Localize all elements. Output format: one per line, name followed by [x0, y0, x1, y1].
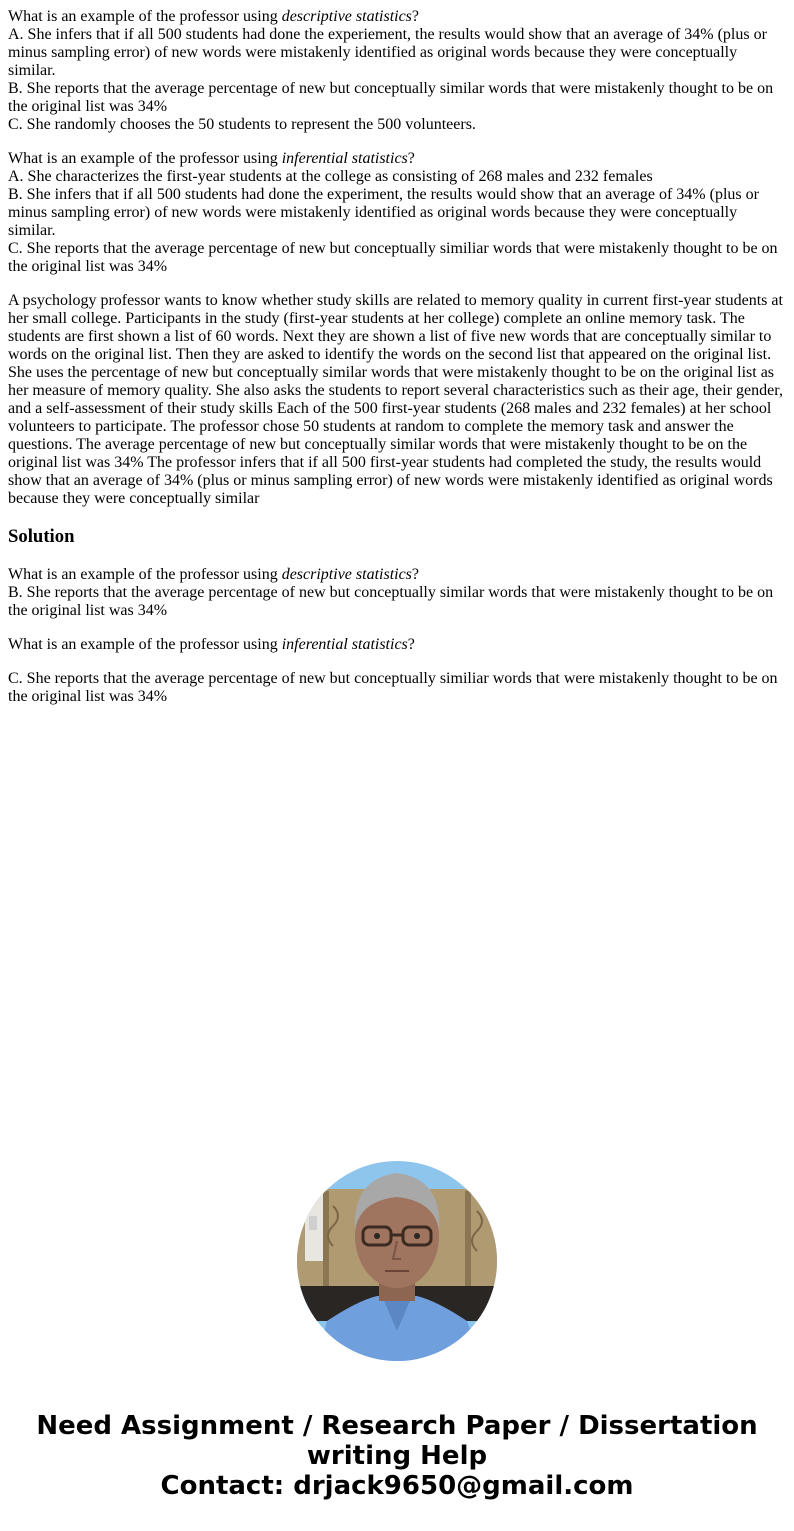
scenario-paragraph: A psychology professor wants to know whether study skills are related to memory quality in current first-year students at her small college. Participants in the study (first-year students at her college) complete an online memory task. The students are first shown a list of 60 words. Next they are shown a list of five new words that are conceptually similar to words on the original list. Then they are asked to identify the words on the second list that appeared on the original list. She uses the percentage of new but conceptually similar words that were mistakenly thought to be on the original list as her measure of memory quality. She also asks the students to report several characteristics such as their age, their gender, and a self-assessment of their study skills Each of the 500 first-year students (268 males and 232 females) at her school volunteers to participate. The professor chose 50 students at random to complete the memory task and answer the questions. The average percentage of new but conceptually similar words that were mistakenly thought to be on the original list was 34% The professor infers that if all 500 first-year students had completed the study, the results would show that an average of 34% (plus or minus sampling error) of new words were mistakenly identified as original words because they were conceptually similar — [8, 292, 783, 507]
prompt-text: What is an example of the professor using — [8, 8, 282, 25]
promo-line-2: writing Help — [306, 1441, 488, 1471]
tutor-photo-icon — [297, 1161, 497, 1361]
solution-inferential-answer: C. She reports that the average percentage of new but conceptually similiar words that were mistakenly thought to be on the original list was 34% — [8, 670, 778, 705]
prompt-text: What is an example of the professor using — [8, 566, 282, 583]
option-b: B. She reports that the average percentage of new but conceptually similar words that were mistakenly thought to be on the original list was 34% — [8, 80, 774, 115]
prompt-suffix: ? — [411, 8, 420, 25]
prompt-emphasis: inferential statistics — [281, 636, 408, 653]
prompt-text: What is an example of the professor using — [8, 636, 282, 653]
question-prompt — [8, 8, 786, 26]
promo-line-1: Need Assignment / Research Paper / Dissertation — [36, 1411, 758, 1441]
prompt-suffix: ? — [407, 636, 415, 653]
prompt-suffix: ? — [407, 150, 415, 167]
prompt-emphasis: descriptive statistics — [281, 8, 412, 25]
option-a: A. She characterizes the first-year students at the college as consisting of 268 males and 232 females — [8, 168, 653, 185]
option-c: C. She reports that the average percentage of new but conceptually similiar words that were mistakenly thought to be on the original list was 34% — [8, 240, 778, 275]
question-prompt — [8, 566, 786, 584]
prompt-suffix: ? — [411, 566, 420, 583]
prompt-emphasis: descriptive statistics — [281, 566, 412, 583]
option-b: B. She infers that if all 500 students had done the experiment, the results would show that an average of 34% (plus or minus sampling error) of new words were mistakenly identified as original words because they were conceptually similar. — [8, 186, 759, 239]
option-a: A. She infers that if all 500 students had done the experiement, the results would show that an average of 34% (plus or minus sampling error) of new words were mistakenly identified as original words because they were conceptually similar. — [8, 26, 767, 79]
promo-banner — [0, 1411, 794, 1501]
question-descriptive — [8, 8, 786, 134]
question-inferential — [8, 150, 786, 276]
solution-heading: Solution — [8, 526, 75, 547]
answer-text: B. She reports that the average percentage of new but conceptually similar words that were mistakenly thought to be on the original list was 34% — [8, 584, 774, 619]
promo-contact: Contact: drjack9650@gmail.com — [160, 1471, 634, 1501]
document-body — [0, 8, 794, 706]
solution-descriptive — [8, 566, 786, 620]
option-c: C. She randomly chooses the 50 students to represent the 500 volunteers. — [8, 116, 476, 133]
question-prompt — [8, 150, 786, 168]
prompt-text: What is an example of the professor using — [8, 150, 282, 167]
avatar — [297, 1161, 497, 1361]
prompt-emphasis: inferential statistics — [281, 150, 408, 167]
solution-inferential-prompt — [8, 636, 786, 654]
